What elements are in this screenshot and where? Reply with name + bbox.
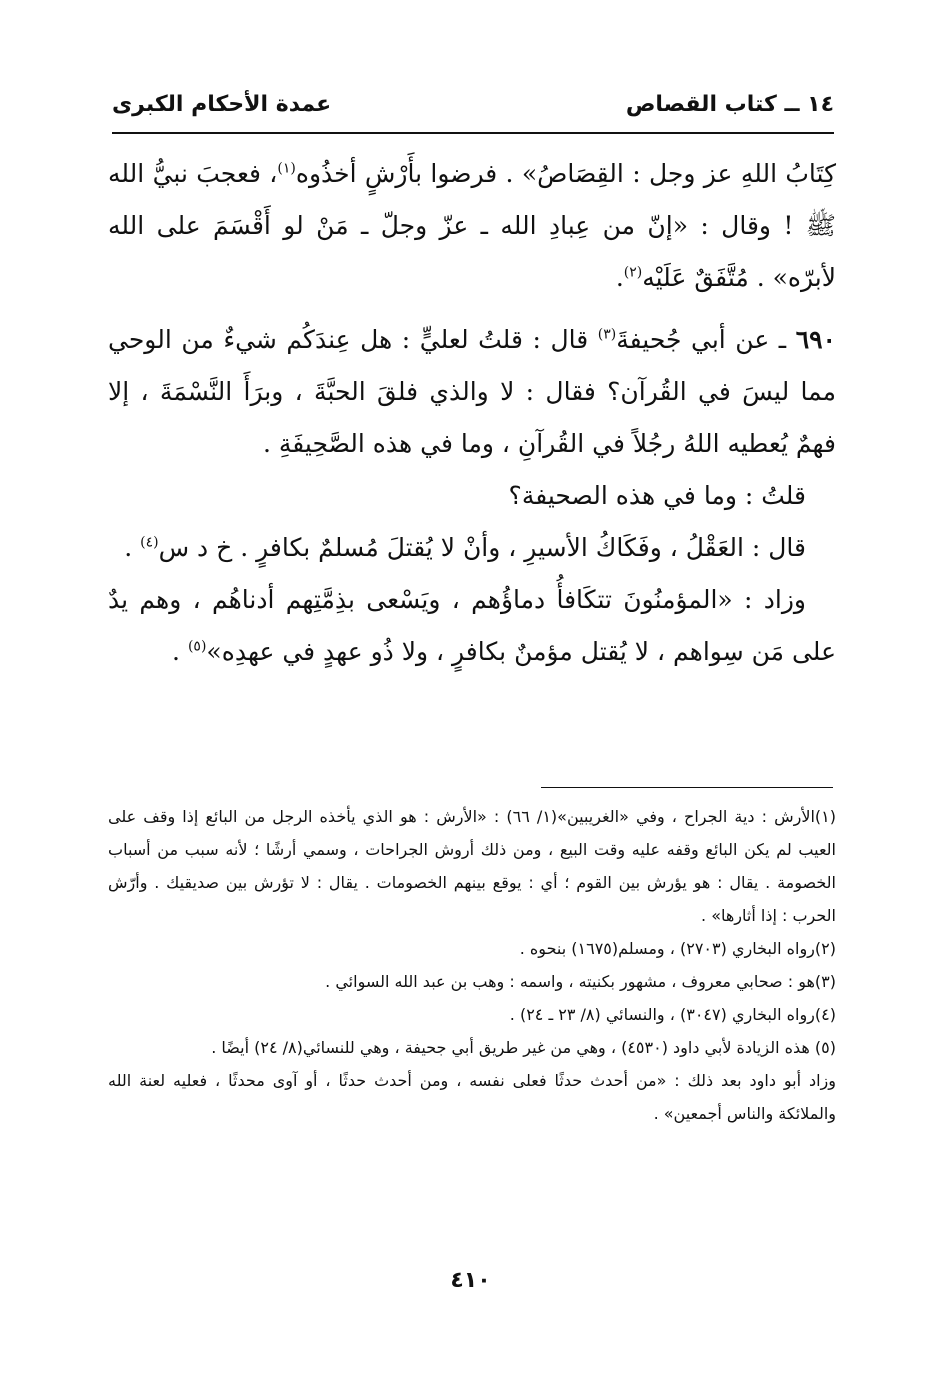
footnote-5: (٥) هذه الزيادة لأبي داود (٤٥٣٠) ، وهي من غير طريق أبي جحيفة ، وهي للنسائي(٨/ ٢٤) أيضًا . bbox=[211, 1038, 836, 1057]
paragraph-text: ، فعجبَ نبيُّ الله ﷺ ! وقال : «إنّ من عِبادِ الله ـ عزّ وجلّ ـ مَنْ لو أَقْسَمَ على الله لأبرّه» . مُتَّفَقٌ عَلَيْه bbox=[108, 159, 836, 292]
main-text bbox=[108, 148, 836, 678]
running-header bbox=[112, 92, 834, 132]
book-title: عمدة الأحكام الكبرى bbox=[112, 92, 332, 117]
addition-text: وزاد : «المؤمنُونَ تتكَافأُ دماؤُهم ، ويَسْعى بذِمَّتِهم أدناهُم ، وهم يدٌ على مَن سِواهم ، لا يُقتل مؤمنٌ بكافرٍ ، ولا ذُو عهدٍ في عهدِه» bbox=[108, 585, 836, 666]
footnote-ref: (٥) bbox=[187, 638, 207, 655]
answer-paragraph bbox=[108, 522, 836, 574]
paragraph-text: . bbox=[615, 263, 624, 292]
footnote-ref: (٢) bbox=[623, 264, 643, 281]
question-paragraph: قلتُ : وما في هذه الصحيفة؟ bbox=[508, 481, 806, 510]
answer-text: قال : العَقْلُ ، وفَكَاكُ الأسيرِ ، وأنْ لا يُقتلَ مُسلمٌ بكافرٍ . خ د س bbox=[158, 533, 806, 562]
footnote-3: (٣)هو : صحابي معروف ، مشهور بكنيته ، واسمه : وهب بن عبد الله السوائي . bbox=[325, 972, 836, 991]
hadith-text: قال : قلتُ لعليٍّ : هل عِندَكُم شيءٌ من الوحي مما ليسَ في القُرآن؟ فقال : لا والذي فلقَ الحبَّةَ ، وبرَأَ النَّسْمَةَ ، إلا فهمٌ يُعطيه اللهُ رجُلاً في القُرآنِ ، وما في هذه الصَّحِيفَةِ . bbox=[108, 325, 836, 458]
hadith-paragraph bbox=[108, 314, 836, 470]
hadith-text: ـ عن أبي جُحيفةَ bbox=[616, 325, 787, 354]
continued-paragraph bbox=[108, 148, 836, 304]
footnote-1: (١)الأرش : دية الجراح ، وفي «الغريبين»(١/ ٦٦) : «الأرش : هو الذي يأخذه الرجل من البائع إذا وقف على العيب لم يكن البائع وقفه عليه وقت البيع ، ومن ذلك أروش الجراحات ، وسمي أرشًا ؛ لأنه سبب من أسباب الخصومة . يقال : هو يؤرش بين القوم ؛ أي : يوقع بينهم الخصومات . يقال : لا تؤرش بين صديقيك . وأرّش الحرب : إذا أثارها» . bbox=[108, 807, 836, 925]
footnote-2: (٢)رواه البخاري (٢٧٠٣) ، ومسلم(١٦٧٥) بنحوه . bbox=[519, 939, 836, 958]
footnotes bbox=[108, 800, 836, 1130]
footnote-5-extra: وزاد أبو داود بعد ذلك : «من أحدث حدثًا فعلى نفسه ، ومن أحدث حدثًا ، أو آوى محدثًا ، فعليه لعنة الله والملائكة والناس أجمعين» . bbox=[108, 1071, 836, 1123]
paragraph-text: كِتَابُ اللهِ عز وجل : القِصَاصُ» . فرضوا بأَرْشٍ أخذُوه bbox=[295, 159, 836, 188]
addition-text: . bbox=[172, 637, 188, 666]
footnote-4: (٤)رواه البخاري (٣٠٤٧) ، والنسائي (٨/ ٢٣ ـ ٢٤) . bbox=[509, 1005, 836, 1024]
footnote-divider bbox=[541, 787, 833, 788]
footnote-ref: (٤) bbox=[140, 534, 159, 551]
page-number: ٤١٠ bbox=[450, 1268, 491, 1293]
answer-text: . bbox=[124, 533, 141, 562]
hadith-number: ٦٩٠ bbox=[795, 325, 836, 354]
footnote-ref: (١) bbox=[277, 160, 296, 177]
footnote-ref: (٣) bbox=[597, 326, 617, 343]
chapter-heading: ١٤ ــ كتاب القصاص bbox=[625, 92, 834, 117]
addition-paragraph bbox=[108, 574, 836, 678]
header-divider bbox=[112, 132, 834, 134]
